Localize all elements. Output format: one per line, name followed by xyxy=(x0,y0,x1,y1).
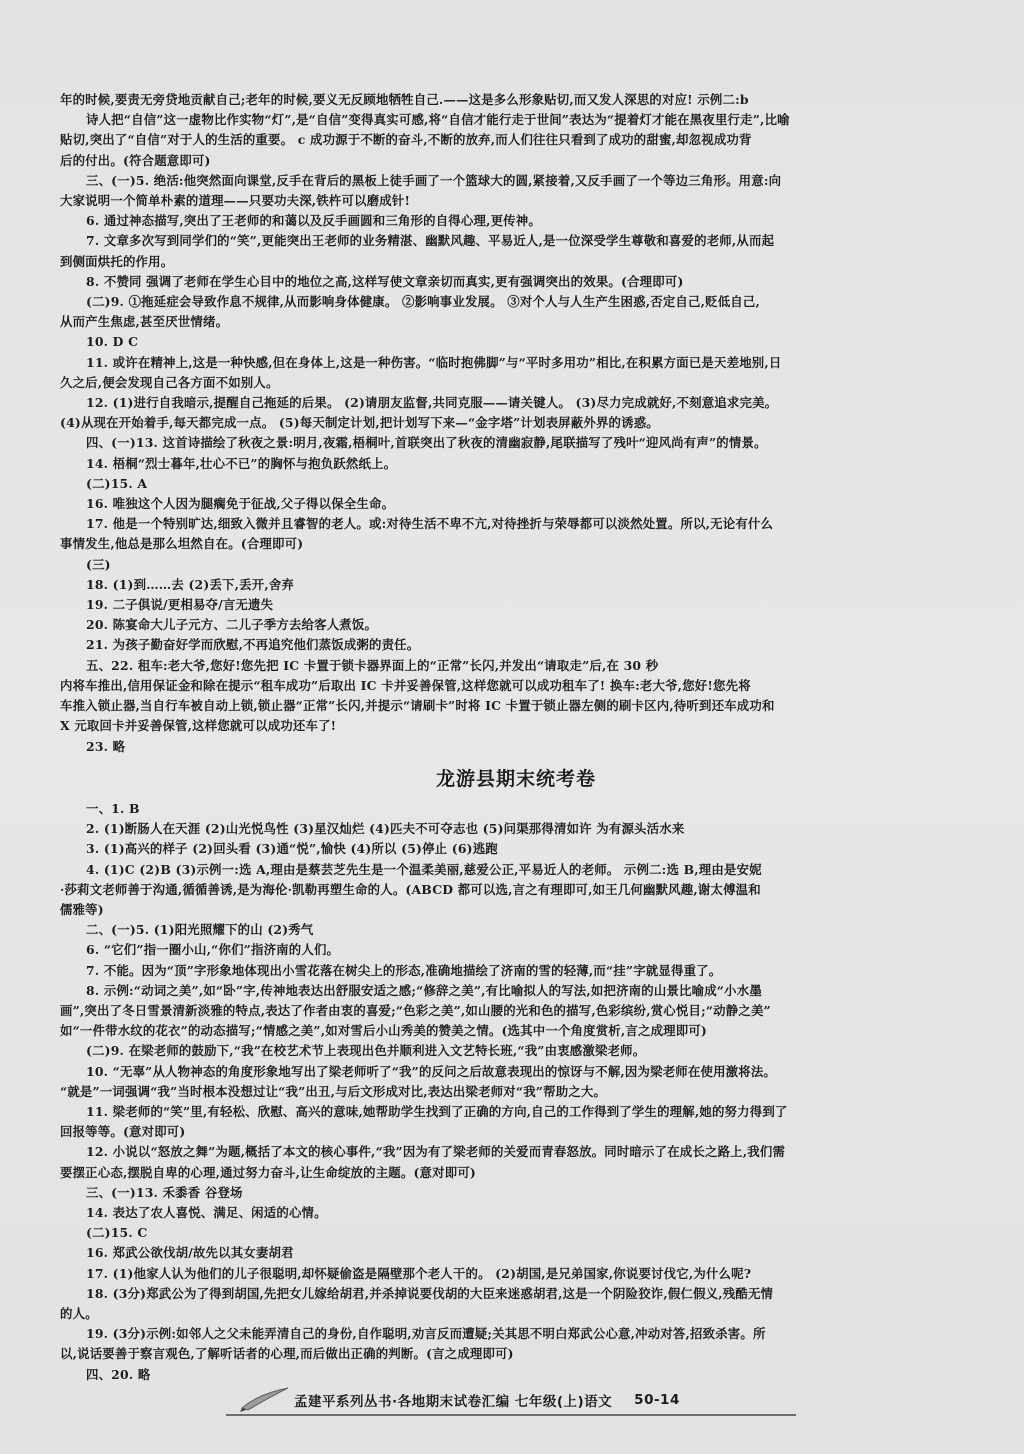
text-line: 2. (1)断肠人在天涯 (2)山光悦鸟性 (3)星汉灿烂 (4)匹夫不可夺志也 (5)问渠那得清如许 为有源头活水来 xyxy=(86,821,685,837)
text-line: 18. (1)到……去 (2)丢下,丢开,舍弃 xyxy=(86,576,295,592)
text-line: 19. 二子俱说/更相易夺/言无遗失 xyxy=(86,597,274,613)
text-line: 事情发生,他总是那么坦然自在。(合理即可) xyxy=(60,536,304,552)
section-title: 龙游县期末统考卷 xyxy=(435,767,596,790)
text-line: 以,说话要善于察言观色,了解听话者的心理,而后做出正确的判断。(言之成理即可) xyxy=(60,1346,514,1362)
text-line: (二)15. C xyxy=(86,1225,148,1241)
text-line: (二)15. A xyxy=(86,475,148,491)
text-line: (4)从现在开始着手,每天都完成一点。 (5)每天制定计划,把计划写下来—“金字塔”计划表屏蔽外界的诱惑。 xyxy=(60,415,659,431)
answer-text-block xyxy=(60,90,972,1385)
longyou-exam-answers xyxy=(60,799,972,1385)
text-line: 的人。 xyxy=(60,1305,98,1321)
text-line: 回报等等。(意对即可) xyxy=(60,1124,186,1140)
text-line: 18. (3分)郑武公为了得到胡国,先把女儿嫁给胡君,并杀掉说要伐胡的大臣来迷惑胡君,这是一个阴险狡诈,假仁假义,残酷无情 xyxy=(86,1285,774,1301)
text-line: 如“一件带水纹的花衣”的动态描写;“情感之美”,如对雪后小山秀美的赞美之情。(选其中一个角度赏析,言之成理即可) xyxy=(60,1023,707,1039)
text-line: 年的时候,要责无旁贷地贡献自己;老年的时候,要义无反顾地牺牲自己.——这是多么形象贴切,而又发人深思的对应! 示例二:b xyxy=(60,92,749,107)
text-line: 一、1. B xyxy=(86,800,140,816)
text-line: 21. 为孩子勤奋好学而欣慰,不再追究他们蒸饭成粥的责任。 xyxy=(86,637,420,653)
text-line: 久之后,便会发现自己各方面不如别人。 xyxy=(60,374,279,390)
text-line: 诗人把“自信”这一虚物比作实物“灯”,是“自信”变得真实可感,将“自信才能行走于世间”表达为“提着灯才能在黑夜里行走”,比喻 xyxy=(86,112,790,128)
text-line: 画”,突出了冬日雪景清新淡雅的特点,表达了作者由衷的喜爱;“色彩之美”,如山腰的光和色的描写,色彩缤纷,赏心悦目;“动静之美” xyxy=(60,1002,771,1018)
text-line: 17. (1)他家人认为他们的儿子很聪明,却怀疑偷盗是隔壁那个老人干的。 (2)胡国,是兄弟国家,你说要讨伐它,为什么呢? xyxy=(86,1265,752,1281)
text-line: 贴切,突出了“自信”对于人的生活的重要。 c 成功源于不断的奋斗,不断的放弃,而人们往往只看到了成功的甜蜜,却忽视成功背 xyxy=(60,132,752,148)
text-line: 4. (1)C (2)B (3)示例一:选 A,理由是蔡芸芝先生是一个温柔美丽,慈爱公正,平易近人的老师。 示例二:选 B,理由是安妮 xyxy=(86,861,762,877)
text-line: (二)9. 在梁老师的鼓励下,“我”在校艺术节上表现出色并顺利进入文艺特长班,“我”由衷感激梁老师。 xyxy=(86,1043,646,1059)
footer-rule xyxy=(226,1414,796,1416)
page-footer xyxy=(230,1382,790,1418)
text-line: 大家说明一个简单朴素的道理——只要功夫深,铁杵可以磨成针! xyxy=(60,193,411,209)
text-line: 四、20. 略 xyxy=(86,1366,151,1382)
text-line: 6. 通过神态描写,突出了王老师的和蔼以及反手画圆和三角形的自得心理,更传神。 xyxy=(86,213,541,229)
text-line: 后的付出。(符合题意即可) xyxy=(60,152,211,168)
text-line: 要摆正心态,摆脱自卑的心理,通过努力奋斗,让生命绽放的主题。(意对即可) xyxy=(60,1164,476,1180)
text-line: 7. 不能。因为“顶”字形象地体现出小雪花落在树尖上的形态,准确地描绘了济南的雪的轻薄,而“挂”字就显得重了。 xyxy=(86,962,722,978)
footer-series-title: 孟建平系列丛书·各地期末试卷汇编 七年级(上)语文 xyxy=(294,1394,613,1410)
text-line: 16. 唯独这个人因为腿瘸免于征战,父子得以保全生命。 xyxy=(86,496,395,512)
text-line: 从而产生焦虑,甚至厌世情绪。 xyxy=(60,314,229,330)
text-line: (三) xyxy=(86,556,111,572)
text-line: X 元取回卡并妥善保管,这样您就可以成功还车了! xyxy=(60,718,337,734)
text-line: 10. D C xyxy=(86,334,139,350)
text-line: 14. 梧桐“烈士暮年,壮心不已”的胸怀与抱负跃然纸上。 xyxy=(86,455,397,471)
pen-icon xyxy=(238,1384,294,1414)
text-line: 23. 略 xyxy=(86,738,126,754)
text-line: 12. 小说以“怒放之舞”为题,概括了本文的核心事件,“我”因为有了梁老师的关爱而青春怒放。同时暗示了在成长之路上,我们需 xyxy=(86,1144,786,1160)
text-line: 7. 文章多次写到同学们的“笑”,更能突出王老师的业务精湛、幽默风趣、平易近人,是一位深受学生尊敬和喜爱的老师,从而起 xyxy=(86,233,775,249)
text-line: 三、(一)5. 绝活:他突然面向课堂,反手在背后的黑板上徒手画了一个篮球大的圆,紧接着,又反手画了一个等边三角形。用意:向 xyxy=(86,172,782,188)
text-line: 14. 表达了农人喜悦、满足、闲适的心情。 xyxy=(86,1204,327,1220)
text-line: 到侧面烘托的作用。 xyxy=(60,253,174,269)
text-line: 8. 示例:“动词之美”,如“卧”字,传神地表达出舒服安适之感;“修辞之美”,有比喻拟人的写法,如把济南的山景比喻成“小水墨 xyxy=(86,982,762,998)
text-line: 内将车推出,信用保证金和除在提示“租车成功”后取出 IC 卡并妥善保管,这样您就可以成功租车了! 换车:老大爷,您好!您先将 xyxy=(60,677,751,693)
text-line: 车推入锁止器,当自行车被自动上锁,锁止器“正常”长闪,并提示“请刷卡”时将 IC 卡置于锁止器左侧的刷卡区内,待听到还车成功和 xyxy=(60,698,775,714)
text-line: 12. (1)进行自我暗示,提醒自己拖延的后果。 (2)请朋友监督,共同克服——请关键人。 (3)尽力完成就好,不刻意追求完美。 xyxy=(86,395,778,411)
previous-exam-answers xyxy=(60,90,972,757)
text-line: 3. (1)高兴的样子 (2)回头看 (3)通“悦”,愉快 (4)所以 (5)停止 (6)逃跑 xyxy=(86,841,498,857)
text-line: 20. 陈宴命大儿子元方、二儿子季方去给客人煮饭。 xyxy=(86,617,378,633)
text-line: 17. 他是一个特别旷达,细致入微并且睿智的老人。或:对待生活不卑不亢,对待挫折与荣辱都可以淡然处置。所以,无论有什么 xyxy=(86,516,774,532)
text-line: 11. 梁老师的“笑”里,有轻松、欣慰、高兴的意味,她帮助学生找到了正确的方向,自己的工作得到了学生的理解,她的努力得到了 xyxy=(86,1103,788,1119)
text-line: 11. 或许在精神上,这是一种快感,但在身体上,这是一种伤害。“临时抱佛脚”与“平时多用功”相比,在积累方面已是天差地别,日 xyxy=(86,354,782,370)
text-line: 8. 不赞同 强调了老师在学生心目中的地位之高,这样写使文章亲切而真实,更有强调突出的效果。(合理即可) xyxy=(86,273,684,289)
text-line: 6. “它们”指一圈小山,“你们”指济南的人们。 xyxy=(86,942,340,958)
text-line: “就是”一词强调“我”当时根本没想过让“我”出丑,与后文形成对比,表达出梁老师对“我”帮助之大。 xyxy=(60,1083,607,1099)
text-line: 二、(一)5. (1)阳光照耀下的山 (2)秀气 xyxy=(86,922,314,938)
text-line: 儒雅等) xyxy=(60,901,104,917)
text-line: 四、(一)13. 这首诗描绘了秋夜之景:明月,夜霜,梧桐叶,首联突出了秋夜的清幽寂静,尾联描写了残叶“迎风尚有声”的情景。 xyxy=(86,435,767,451)
text-line: 五、22. 租车:老大爷,您好!您先把 IC 卡置于锁卡器界面上的“正常”长闪,并发出“请取走”后,在 30 秒 xyxy=(86,657,659,673)
text-line: ·莎莉文老师善于沟通,循循善诱,是为海伦·凯勒再塑生命的人。(ABCD 都可以选,言之有理即可,如王几何幽默风趣,谢太傅温和 xyxy=(60,881,761,897)
footer-page-number: 50-14 xyxy=(634,1392,680,1408)
text-line: 10. “无辜”从人物神态的角度形象地写出了梁老师听了“我”的反问之后故意表现出的惊讶与不解,因为梁老师在使用激将法。 xyxy=(86,1063,777,1079)
text-line: 三、(一)13. 禾黍香 谷登场 xyxy=(86,1184,243,1200)
text-line: 19. (3分)示例:如邻人之父未能弄清自己的身份,自作聪明,劝言反而遭疑;关其思不明白郑武公心意,冲动对答,招致杀害。所 xyxy=(86,1326,766,1342)
text-line: (二)9. ①拖延症会导致作息不规律,从而影响身体健康。 ②影响事业发展。 ③对个人与人生产生困惑,否定自己,贬低自己, xyxy=(86,294,760,310)
text-line: 16. 郑武公欲伐胡/故先以其女妻胡君 xyxy=(86,1245,294,1261)
